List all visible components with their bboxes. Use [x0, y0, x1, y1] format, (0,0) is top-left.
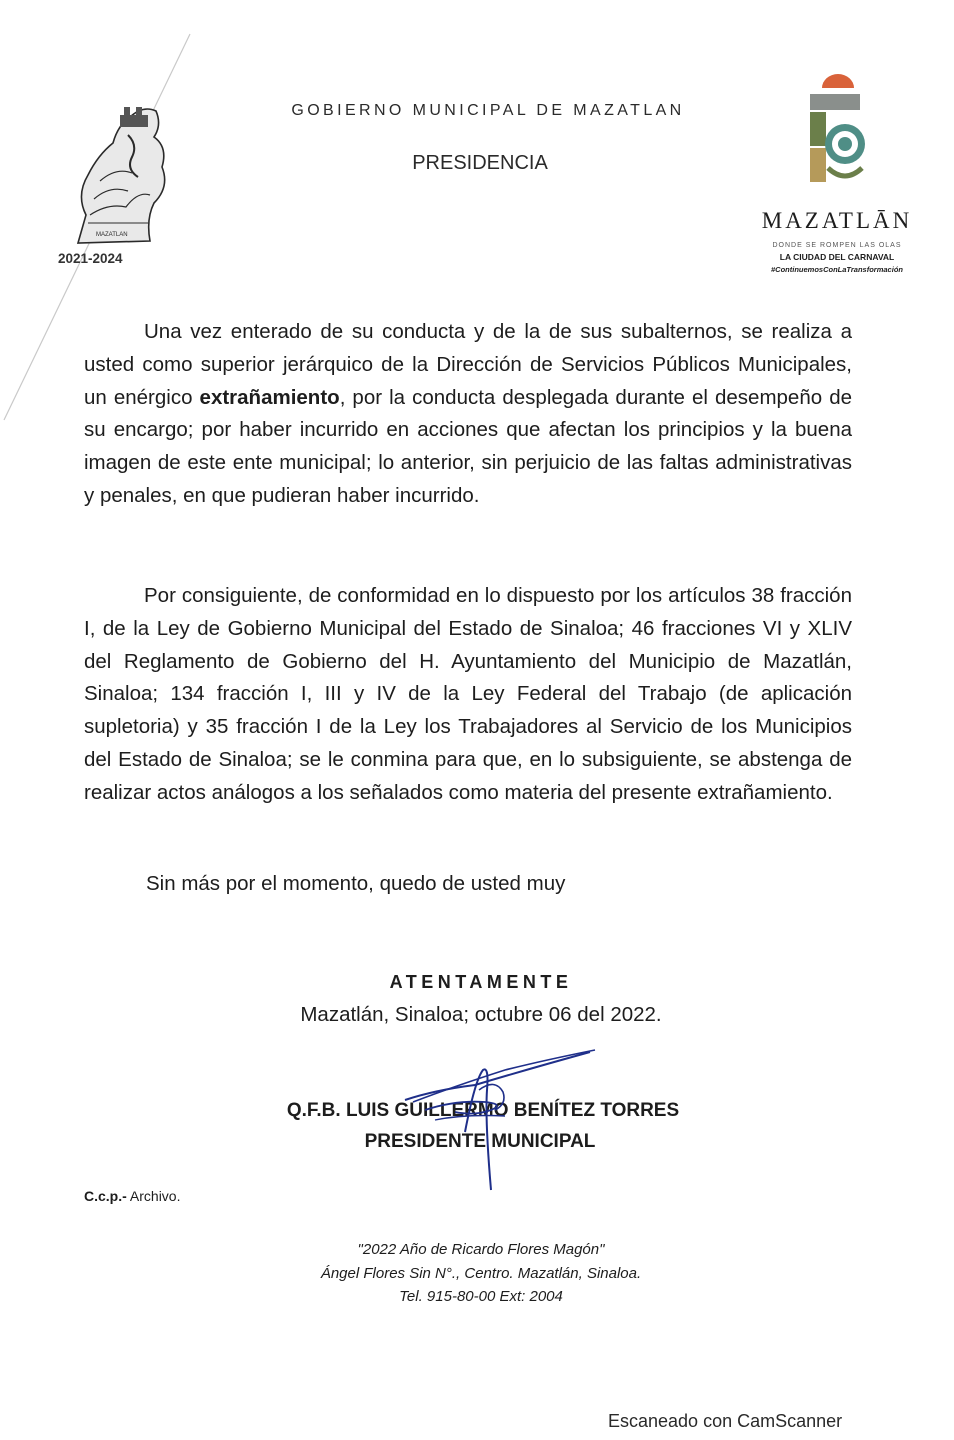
paragraph-2-text: Por consiguiente, de conformidad en lo dispuesto por los artículos 38 fracción I, de la Ley de Gobierno Municipal del Estado de Sinaloa; 46 fracciones VI y XLIV del Reglamento de Gobierno del H. Ayuntamiento del Municipio de Mazatlán, Sinaloa; 134 fracción I, III y IV de la Ley Federal del Trabajo (de aplicación supletoria) y 35 fracción I de la Ley los Trabajadores al Servicio de los Municipios del Estado de Sinaloa; se le conmina para que, en lo subsiguiente, se abstenga de realizar actos análogos a los señalados como materia del presente extrañamiento. — [84, 584, 852, 804]
brand-tagline: DONDE SE ROMPEN LAS OLAS — [772, 242, 902, 249]
place-date: Mazatlán, Sinaloa; octubre 06 del 2022. — [300, 1003, 662, 1026]
paragraph-1-text-a: Una vez enterado de su conducta y de la de sus subalternos, se realiza a usted como superior jerárquico de la Dirección de Servicios Públicos Municipales, un enérgico — [84, 320, 852, 409]
mazatlan-city-logo-icon — [800, 72, 870, 192]
footer-motto: "2022 Año de Ricardo Flores Magón" — [357, 1241, 605, 1258]
camscanner-watermark: Escaneado con CamScanner — [608, 1411, 843, 1431]
handwritten-signature — [395, 1040, 605, 1200]
paragraph-1-text-b: , por la conducta desplegada durante el desempeño de su encargo; por haber incurrido en acciones que afectan los principios y la buena imagen de este ente municipal; lo anterior, sin perjuicio de las faltas administrativas y penales, en que pudieran haber incurrido. — [84, 385, 852, 507]
paragraph-1 — [84, 316, 852, 513]
footer-phone: Tel. 915-80-00 Ext: 2004 — [399, 1288, 563, 1305]
seal-label: MAZATLAN — [96, 232, 128, 238]
brand-subtitle: LA CIUDAD DEL CARNAVAL — [779, 252, 895, 262]
brand-name: MAZATLĀN — [761, 208, 913, 233]
office-title: PRESIDENCIA — [412, 152, 548, 174]
paragraph-1-bold: extrañamiento — [199, 385, 340, 409]
signer-title: PRESIDENTE MUNICIPAL — [364, 1131, 596, 1152]
government-title: GOBIERNO MUNICIPAL DE MAZATLAN — [291, 102, 685, 119]
footer-address: Ángel Flores Sin N°., Centro. Mazatlán, Sinaloa. — [320, 1265, 642, 1282]
term-years: 2021-2024 — [58, 251, 123, 266]
ccp-label: C.c.p.- — [84, 1188, 127, 1204]
ccp-line — [84, 1188, 180, 1204]
signer-name: Q.F.B. LUIS GUILLERMO BENÍTEZ TORRES — [286, 1100, 680, 1121]
closing-line: Sin más por el momento, quedo de usted muy — [146, 872, 566, 895]
brand-hashtag: #ContinuemosConLaTransformación — [771, 265, 903, 274]
salutation: ATENTAMENTE — [389, 972, 573, 992]
ccp-value: Archivo. — [129, 1188, 181, 1204]
paragraph-2 — [84, 580, 852, 810]
